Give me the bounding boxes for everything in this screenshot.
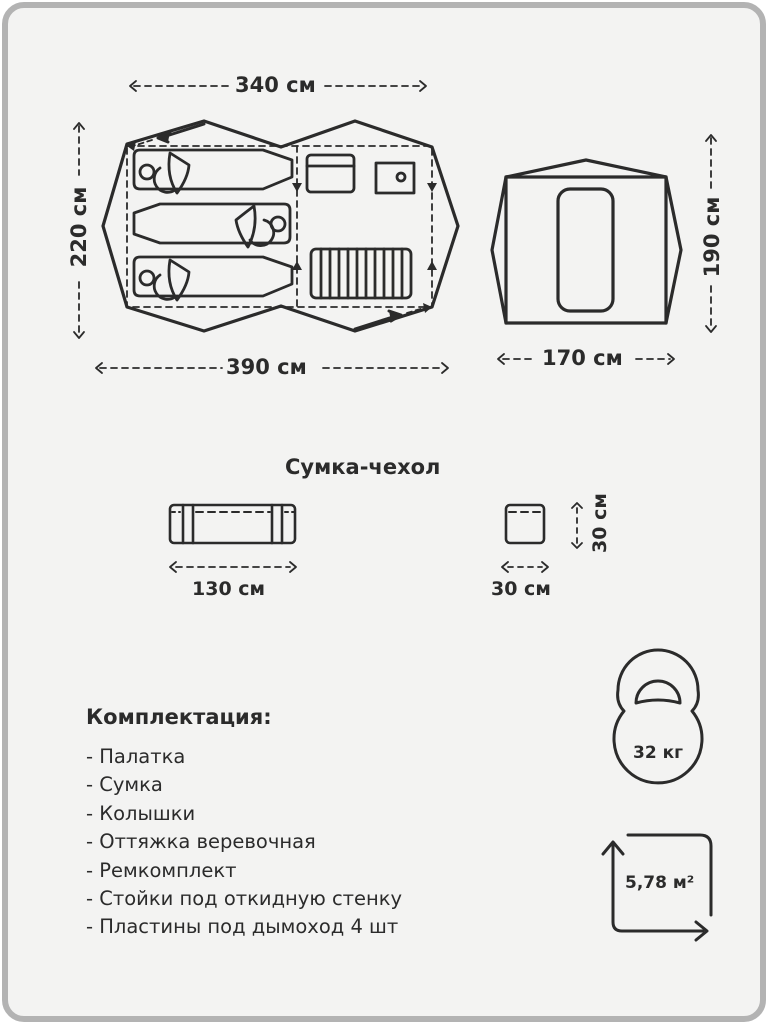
kit-item: - Пластины под дымоход 4 шт [86,915,399,939]
kit-list [86,743,402,942]
dim-30w-label: 30 см [491,578,551,600]
table-icon [307,155,354,192]
kit-item: - Стойки под откидную стенку [86,887,403,911]
weight-value: 32 кг [633,743,683,763]
dim-390-label: 390 см [226,355,307,379]
kit-item: - Оттяжка веревочная [86,830,316,854]
bag-end-icon [506,505,544,543]
door-arrows [292,183,437,270]
sleeping-bag-2 [134,204,290,247]
kit-item: - Палатка [86,745,186,768]
kit-item: - Колышки [86,801,196,825]
dim-30h-label: 30 см [589,493,611,553]
sleeping-bag-1 [134,150,292,193]
dim-190-label: 190 см [700,196,724,278]
kit-title: Комплектация: [86,705,272,729]
stove-icon [376,163,414,193]
sleeping-bag-3 [134,257,292,300]
bag-title: Сумка-чехол [285,455,441,479]
bag-long-icon [170,505,295,543]
dim-170-label: 170 см [542,346,623,370]
kit-item: - Ремкомплект [86,858,237,882]
dim-340-label: 340 см [235,73,316,97]
area-value: 5,78 м² [625,873,695,893]
tent-outline [103,121,458,331]
tent-front-view [492,160,681,323]
door-swing-arrow-top [127,124,204,151]
tent-inner-dashed [127,146,432,307]
kit-item: - Сумка [86,773,163,797]
dim-220-label: 220 см [67,186,91,268]
dim-130-label: 130 см [192,578,266,600]
mat-icon [311,249,411,298]
